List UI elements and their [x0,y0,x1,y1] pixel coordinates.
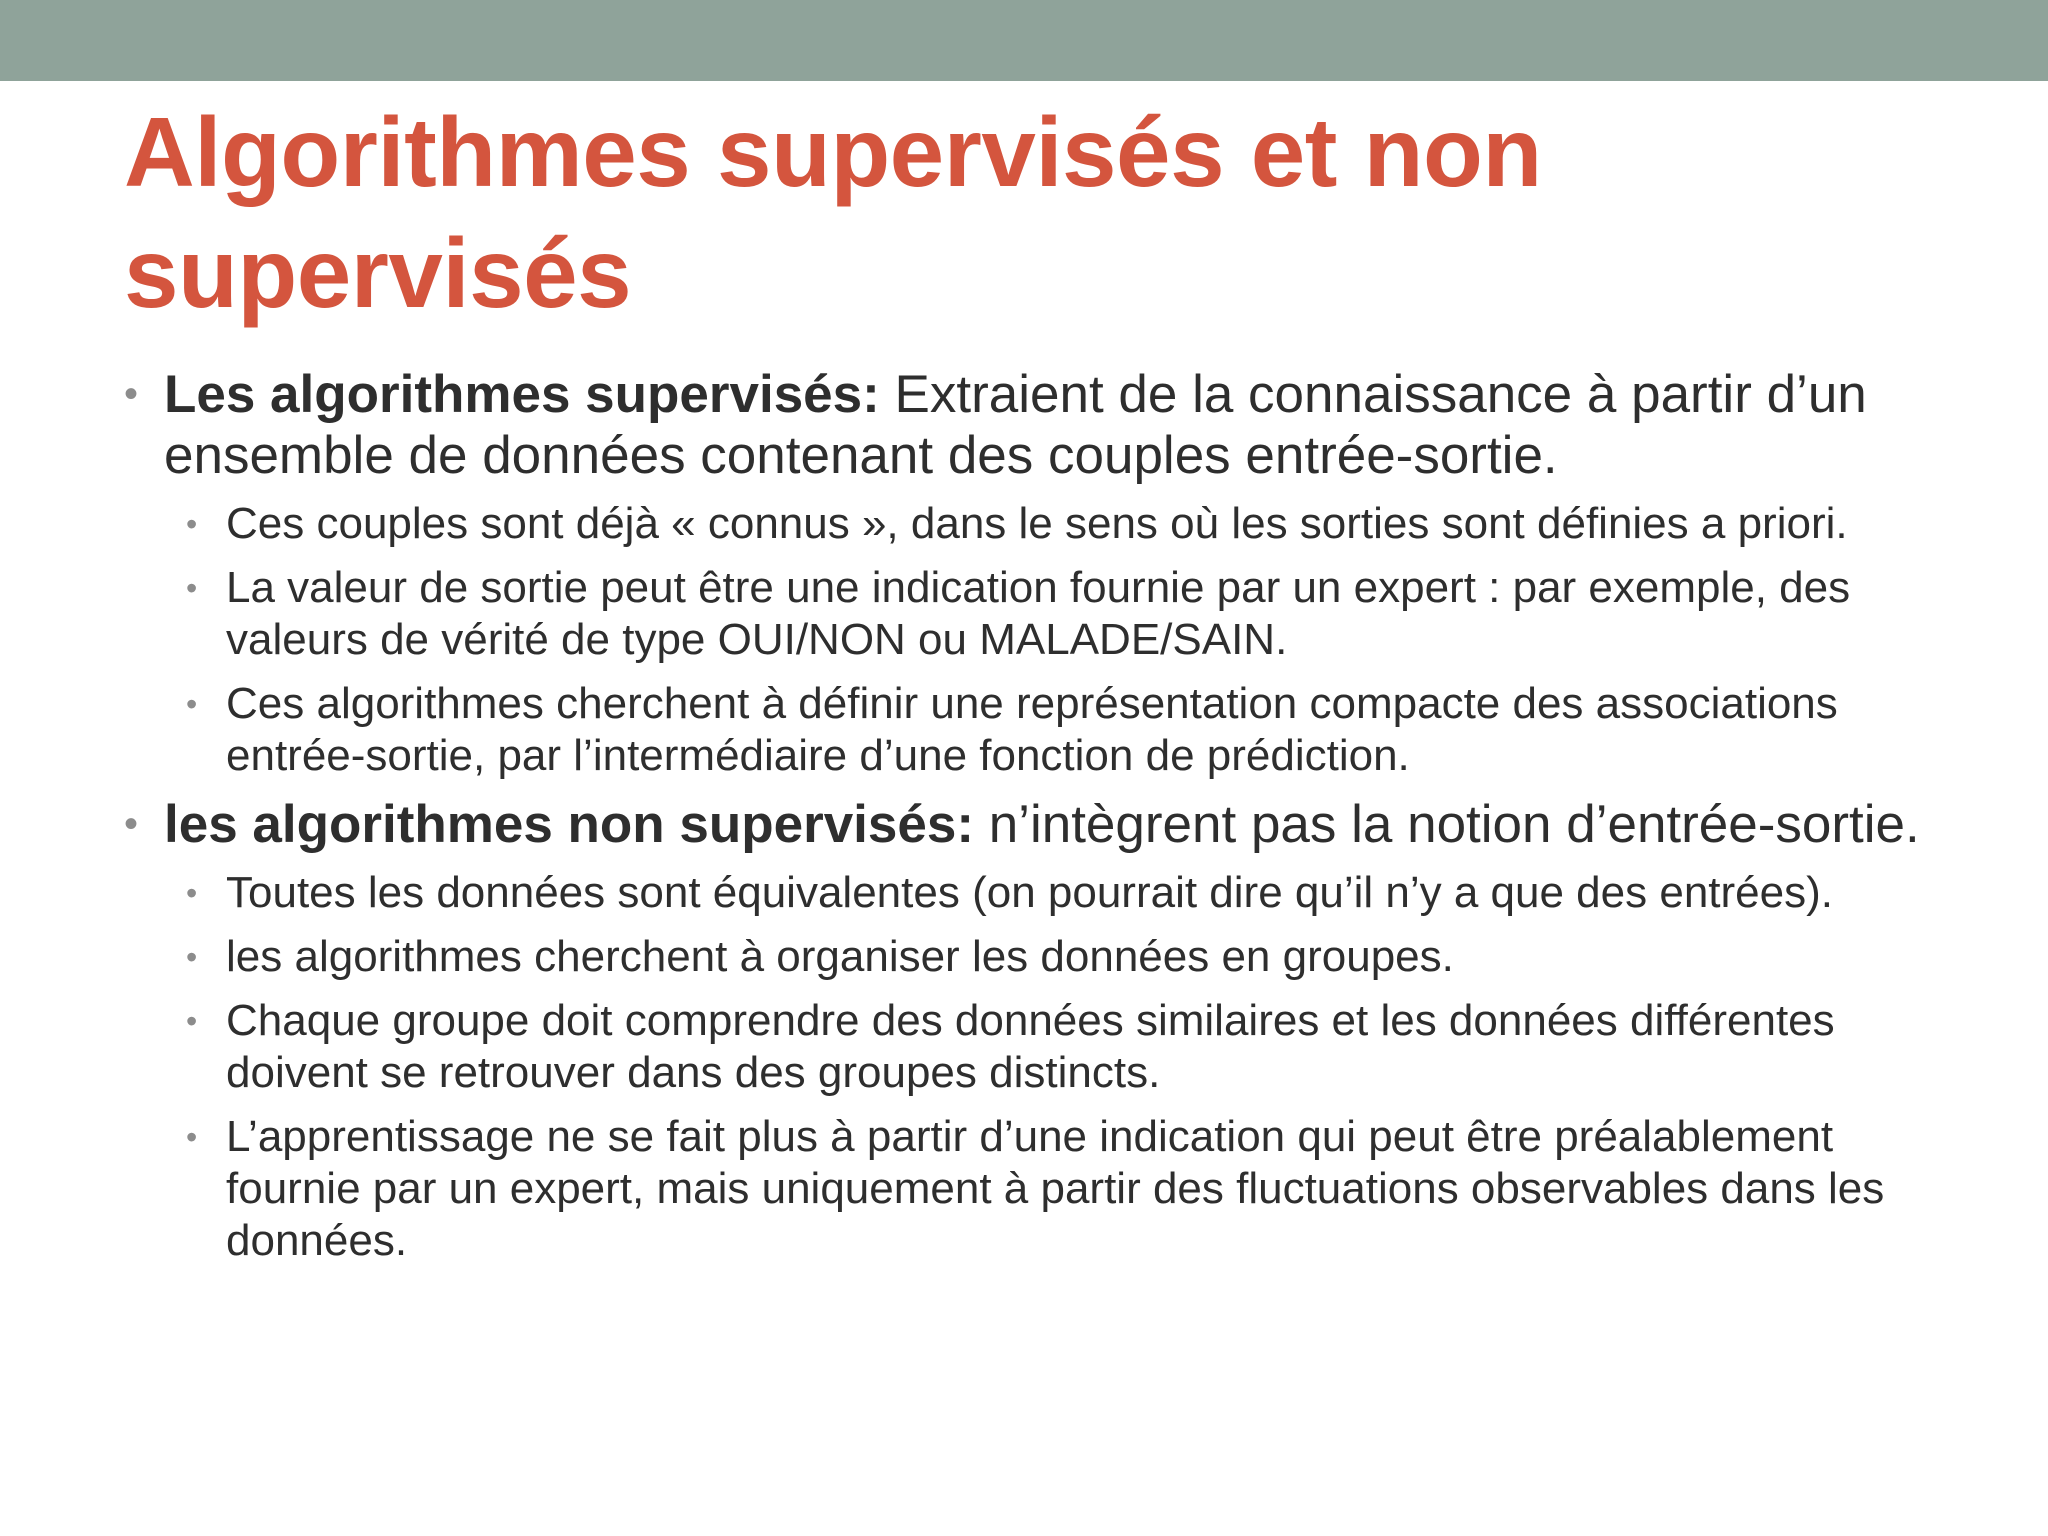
bullet-unsupervised [124,794,1954,1267]
sub-bullet [164,678,1954,782]
bullet-heading: les algorithmes non supervisés: [164,795,974,854]
sub-bullet [164,995,1954,1099]
slide-title-line-1: Algorithmes supervisés et non [124,97,1542,207]
sub-bullet-text: Chaque groupe doit comprendre des données similaires et les données différentes doivent se retrouver dans des groupes distincts. [226,996,1835,1097]
sub-bullet-text: Ces couples sont déjà « connus », dans le sens où les sorties sont définies a priori. [226,499,1848,548]
slide-title-line-2: supervisés [124,218,632,328]
bullet-dot-icon: • [186,939,198,975]
bullet-text: n’intègrent pas la notion d’entrée-sortie. [973,795,1920,854]
bullet-dot-icon: • [186,570,198,606]
slide-title [124,92,1824,334]
sub-bullet-text: Toutes les données sont équivalentes (on pourrait dire qu’il n’y a que des entrées). [226,868,1833,917]
bullet-dot-icon: • [186,686,198,722]
sub-bullet [164,1111,1954,1267]
sub-bullet-text: La valeur de sortie peut être une indication fournie par un expert : par exemple, des valeurs de vérité de type OUI/NON ou MALADE/SAIN. [226,563,1851,664]
bullet-list [124,364,1954,1279]
bullet-dot-icon: • [124,802,139,846]
sub-bullet [164,867,1954,919]
sub-bullet-text: Ces algorithmes cherchent à définir une représentation compacte des associations entrée-sortie, par l’intermédiaire d’une fonction de prédiction. [226,679,1838,780]
bullet-dot-icon: • [186,1003,198,1039]
sub-bullet-list [164,867,1954,1267]
bullet-dot-icon: • [186,875,198,911]
sub-bullet-text: les algorithmes cherchent à organiser les données en groupes. [226,932,1454,981]
sub-bullet [164,498,1954,550]
bullet-dot-icon: • [124,372,139,416]
sub-bullet [164,562,1954,666]
sub-bullet-text: L’apprentissage ne se fait plus à partir d’une indication qui peut être préalablement fournie par un expert, mais uniquement à partir des fluctuations observables dans les données. [226,1112,1885,1265]
sub-bullet [164,931,1954,983]
bullet-supervised [124,364,1954,782]
bullet-heading: Les algorithmes supervisés: [164,365,880,424]
sub-bullet-list [164,498,1954,782]
bullet-dot-icon: • [186,506,198,542]
header-band [0,0,2048,81]
bullet-dot-icon: • [186,1119,198,1155]
bullet-text: Extraient de la connaissance à partir d’un ensemble de données contenant des couples entrée-sortie. [164,365,1867,485]
